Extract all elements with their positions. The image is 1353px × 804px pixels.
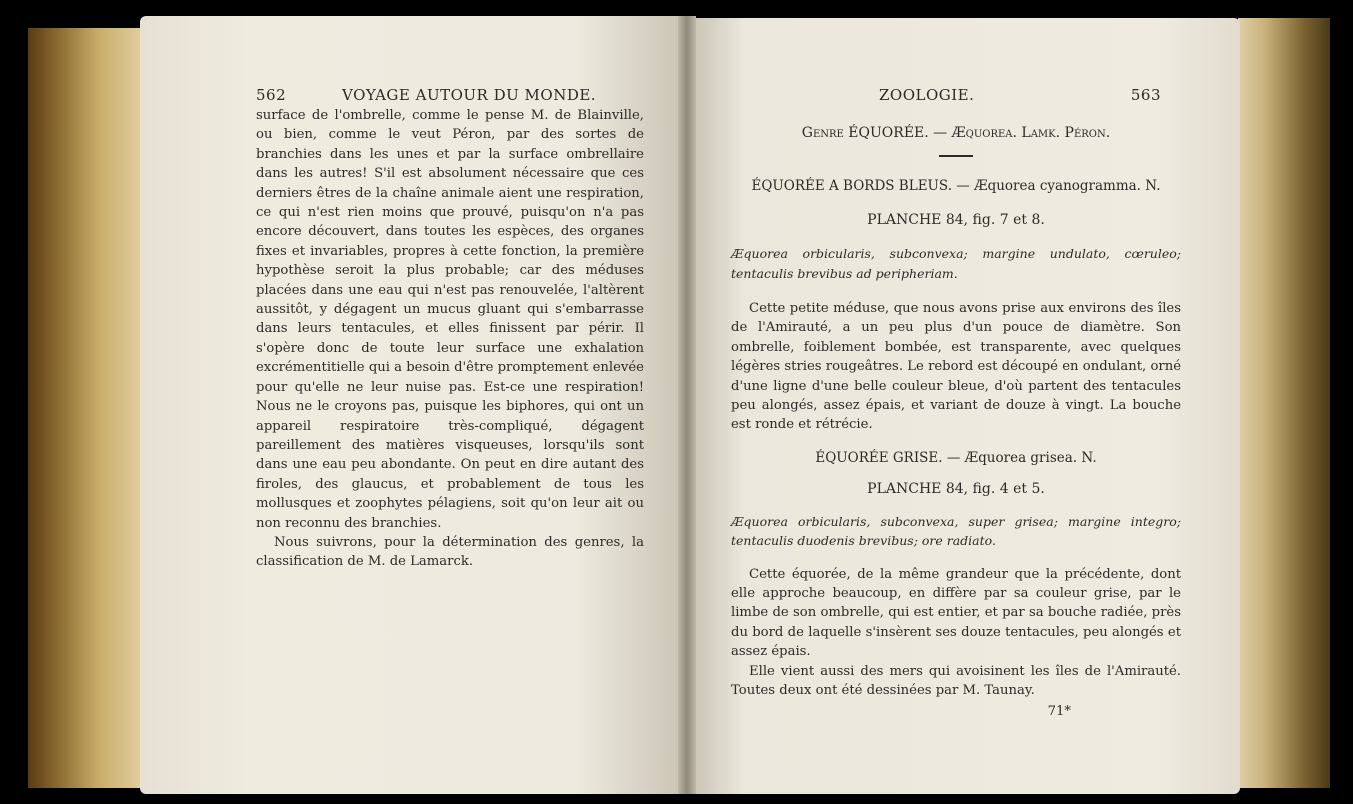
species2-diagnosis: Æquorea orbicularis, subconvexa, super grisea; margine integro; tentaculis duodenis brevibus; ore radiato. bbox=[731, 513, 1181, 549]
left-page-edges bbox=[28, 28, 146, 788]
species1-description: Cette petite méduse, que nous avons prise aux environs des îles de l'Amirauté, a un peu plus d'un pouce de diamètre. Son ombrelle, foiblement bombée, est transparente, avec quelques légères stries rougeâtres. Le rebord est découpé en ondulant, orné d'une ligne d'une belle couleur bleue, d'où partent des tentacules peu alongés, assez épais, et variant de douze à vingt. La bouche est ronde et rétrécie. bbox=[731, 301, 1181, 433]
species1-plate: PLANCHE 84, fig. 7 et 8. bbox=[867, 211, 1045, 228]
species2-heading: ÉQUORÉE GRISE. — Æquorea grisea. N. bbox=[815, 449, 1097, 466]
right-page-text bbox=[731, 86, 1181, 720]
left-paragraph-1: surface de l'ombrelle, comme le pense M. de Blainville, ou bien, comme le veut Péron, par des sortes de branchies dans les unes et par la surface ombrellaire dans les autres! S'il est absolument nécessaire que ces derniers êtres de la chaîne animale aient une respiration, ce qui n'est rien moins que prouvé, puisqu'on n'a pas encore découvert, dans toutes les espèces, des organes fixes et invariables, propres à cette fonction, la première hypothèse seroit la plus probable; car des méduses placées dans une eau qui n'est pas renouvelée, l'altèrent aussitôt, y dégagent un mucus gluant qui s'embarrasse dans leurs tentacules, et elles finissent par périr. Il s'opère donc de toute leur surface une exhalation excrémentitielle qui a besoin d'être promptement enlevée pour qu'elle ne leur nuise pas. Est-ce une respiration! Nous ne le croyons pas, puisque les biphores, qui ont un appareil respiratoire très-compliqué, dégagent pareillement des matières visqueuses, lorsqu'ils sont dans une eau peu abondante. On peut en dire autant des firoles, des glaucus, et probablement de tous les mollusques et zoophytes pélagiens, soit qu'on leur ait ou non reconnu des branchies. bbox=[256, 108, 644, 531]
left-running-head: VOYAGE AUTOUR DU MONDE. bbox=[342, 86, 597, 104]
right-page-number: 563 bbox=[1130, 86, 1161, 104]
species1-diagnosis: Æquorea orbicularis, subconvexa; margine undulato, cœruleo; tentaculis brevibus ad peripheriam. bbox=[731, 246, 1181, 281]
left-paragraph-2: Nous suivrons, pour la détermination des genres, la classification de M. de Lamarck. bbox=[256, 534, 644, 570]
right-page-edges bbox=[1238, 18, 1330, 788]
species2-description-1: Cette équorée, de la même grandeur que la précédente, dont elle approche beaucoup, en diffère par sa couleur grise, par le limbe de son ombrelle, qui est entier, et par sa bouche radiée, près du bord de laquelle s'insèrent ses douze tentacules, peu alongés et assez épais. bbox=[731, 566, 1181, 660]
right-header bbox=[731, 86, 1181, 108]
right-running-head: ZOOLOGIE. bbox=[879, 86, 975, 104]
genre-heading: Genre ÉQUORÉE. — Æquorea. Lamk. Péron. bbox=[801, 125, 1111, 141]
left-header bbox=[256, 86, 644, 108]
left-page-text bbox=[256, 86, 644, 572]
signature-mark: 71* bbox=[1047, 704, 1071, 720]
book-gutter bbox=[678, 16, 696, 794]
species2-description-2: Elle vient aussi des mers qui avoisinent les îles de l'Amirauté. Toutes deux ont été dessinées par M. Taunay. bbox=[731, 663, 1181, 698]
species2-plate: PLANCHE 84, fig. 4 et 5. bbox=[867, 481, 1045, 498]
left-page-number: 562 bbox=[256, 86, 287, 104]
species1-heading: ÉQUORÉE A BORDS BLEUS. — Æquorea cyanogramma. N. bbox=[751, 178, 1161, 195]
section-rule bbox=[939, 155, 973, 157]
